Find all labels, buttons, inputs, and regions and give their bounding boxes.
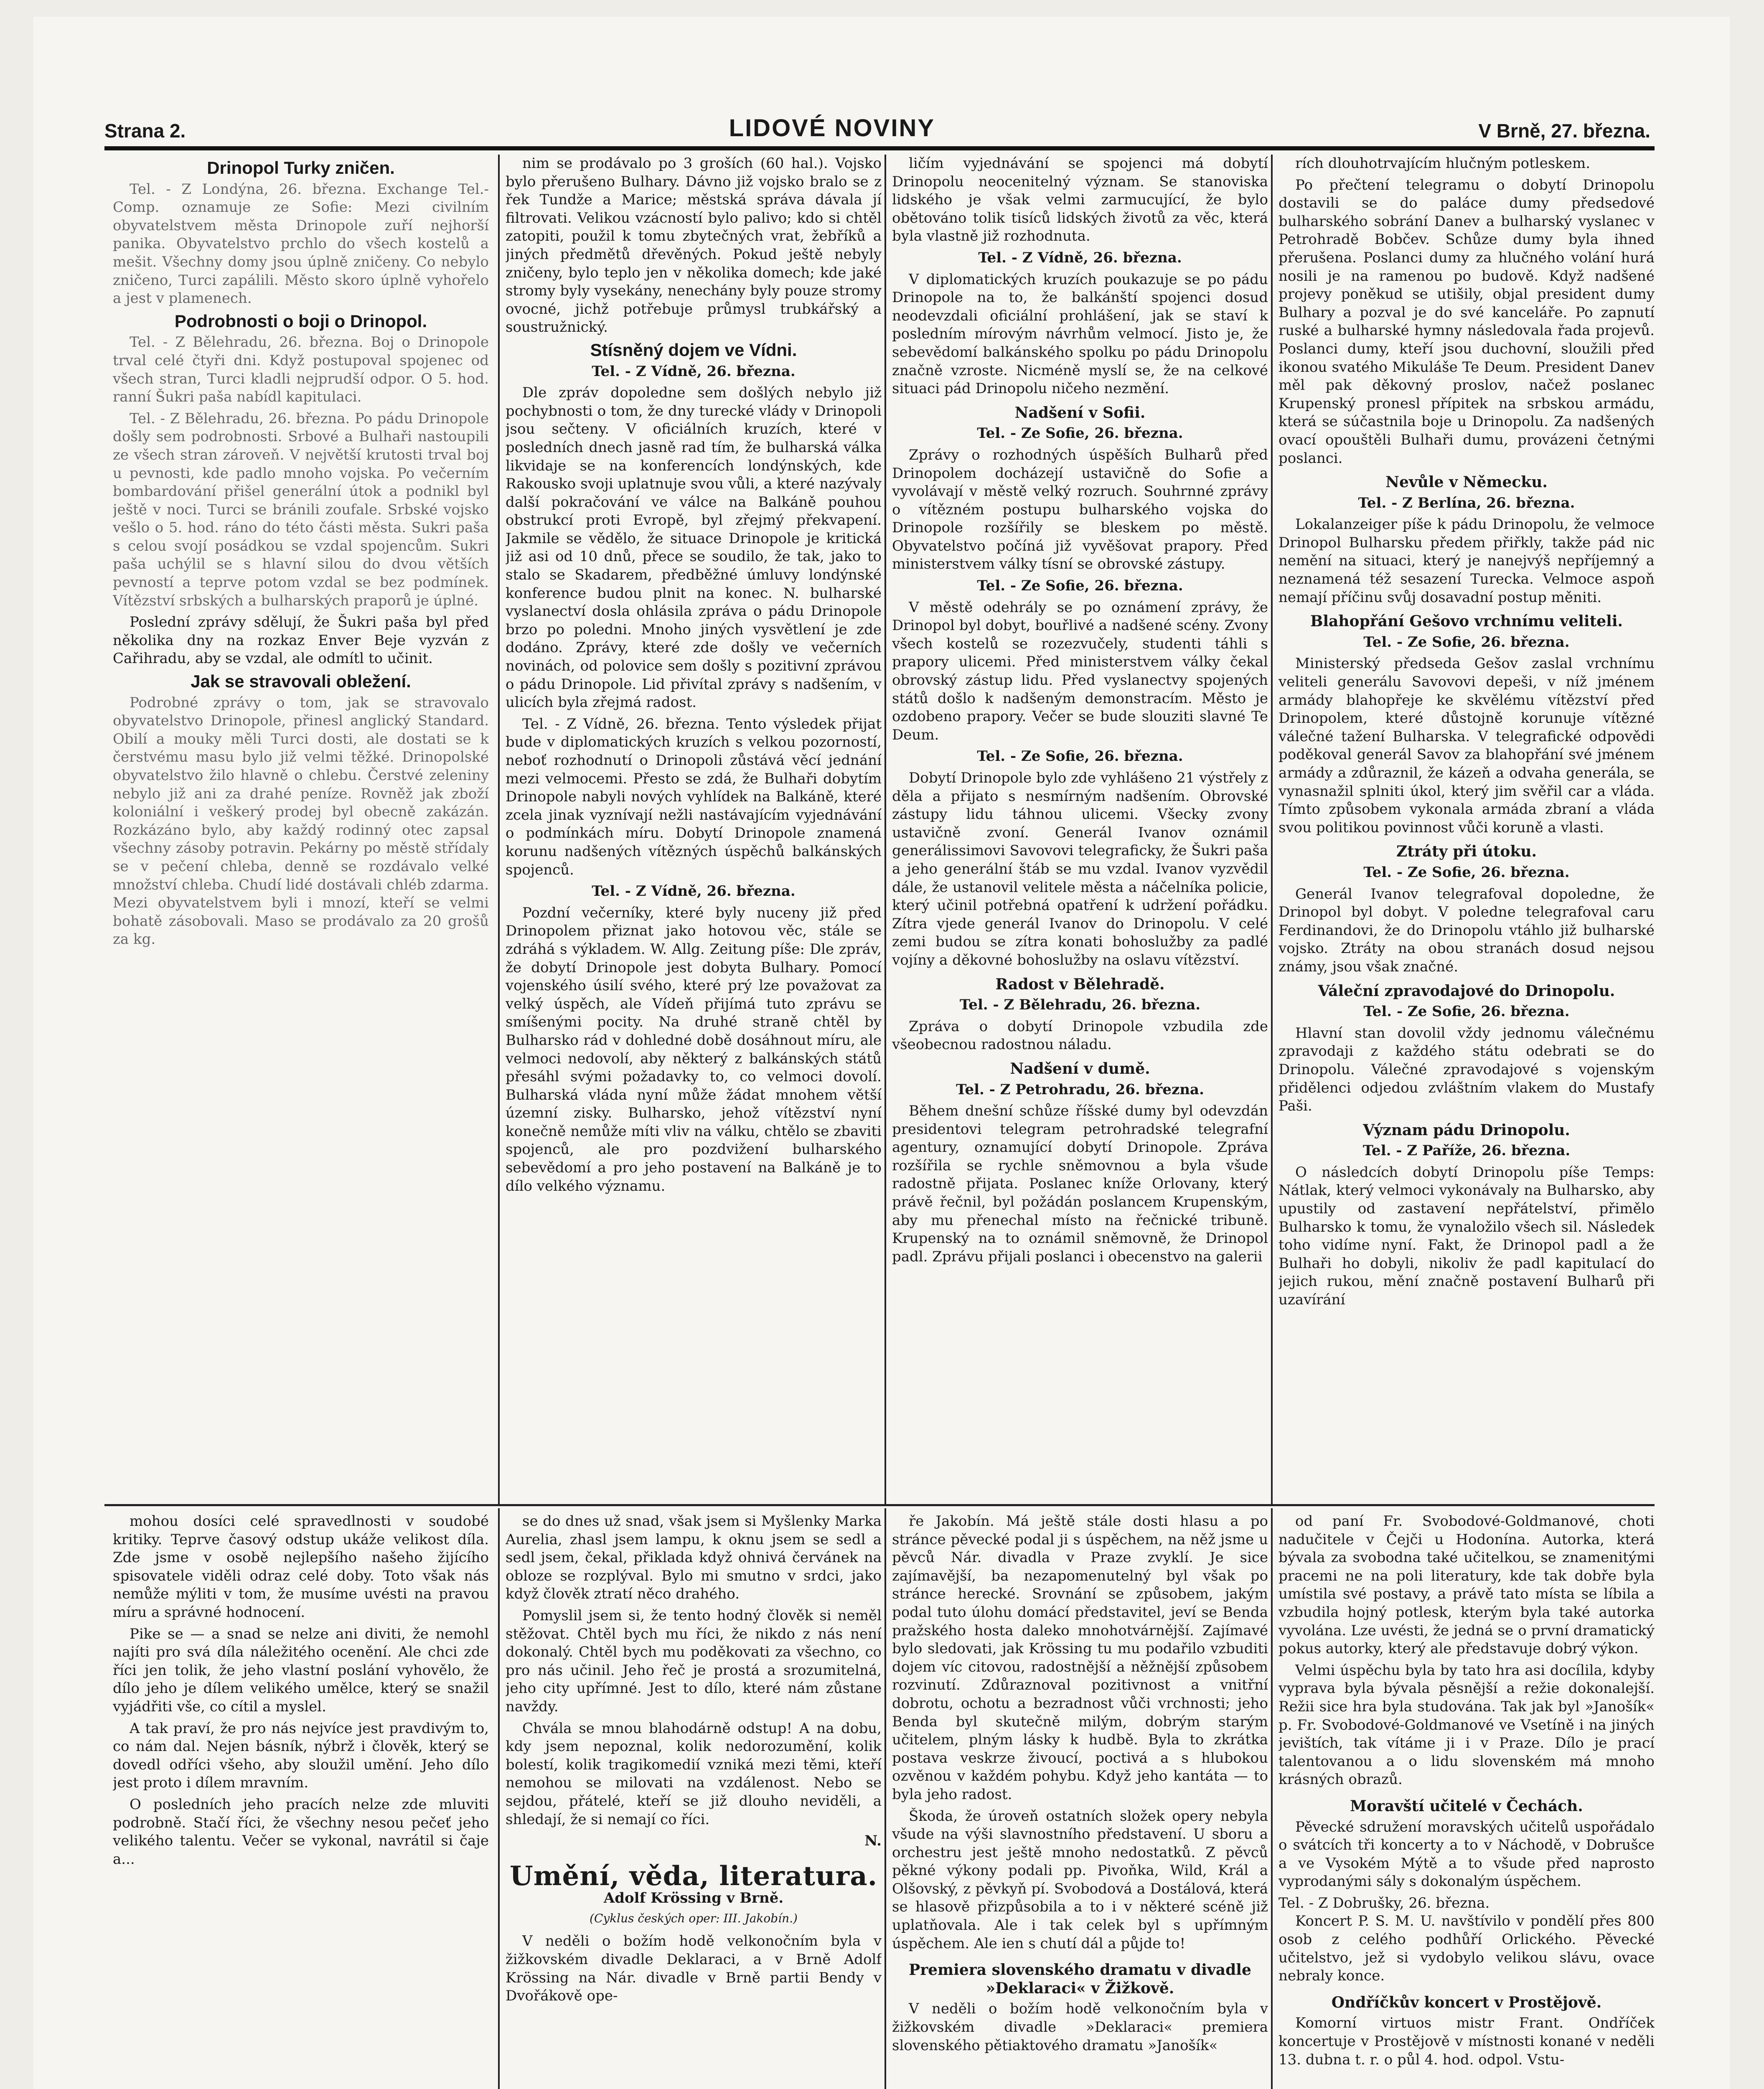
headline: Význam pádu Drinopolu. xyxy=(1363,1121,1570,1139)
article-text: V neděli o božím hodě velkonočním byla v žižkovském divadle Deklaraci, a v Brně Adolf Krössing na Nár. divadle v Brně partii Bendy v Dvořákově ope- xyxy=(506,1933,882,2005)
article-text: Dobytí Drinopole bylo zde vyhlášeno 21 výstřely z děla a přijato s nesmírným nadšením. Obrovské zástupy lidu táhnou ulicemi. Všecky zvony ustavičně zvoní. Generál Ivanov oznámil generálissimovi Savovovi telegraficky, že Šukri paša a jeho generální štáb se mu vzdal. Ivanov vyzvědil dále, že ustanovil velitele města a náčelníka policie, který učinil potřebná opatření k udržení pořádku. Zítra vjede generál Ivanov do Drinopolu. V celé zemi budou se zítra konati bohoslužby za padlé vojíny a děkovné bohoslužby na oslavu vítězství. xyxy=(892,770,1268,968)
page-number: Strana 2. xyxy=(104,120,186,142)
article-text: Dle zpráv dopoledne sem došlých nebylo již pochybnosti o tom, že dny turecké vlády v Drinopoli jsou sečteny. V oficiálních kruzích, které v posledních dnech jasně rad tím, že bulharská válka likvidaje se na konferencích londýnských, kde Rakousko svoji uplatnuje svou vůli, a které nazývaly další pokračování ve válce na Balkáně pouhou obstrukcí proti Evropě, byl zřejmý překvapení. Jakmile se vědělo, že situace Drinopole je kritická již asi od 10 dnů, přece se soudilo, že tak, jako to stalo se Skadarem, předběžné úmluvy londýnské konference budou plnit na konec. N. bulharské vyslanectví dosla ohlásila zpráva o pádu Drinopole brzo po poledni. Mnoho jiných vysvětlení je zde dodáno. Zprávy, které zde došly ve večerních novinách, od polovice sem došly s pozitivní zprávou o pádu Drinopole. Lid přivítal zprávy s nadšením, v ulicích byla zřejmá radost. xyxy=(506,384,882,711)
article-text: Zpráva o dobytí Drinopole vzbudila zde všeobecnou radostnou náladu. xyxy=(892,1018,1268,1053)
article-text: O následcích dobytí Drinopolu píše Temps: Nátlak, který velmoci vykonávaly na Bulharsko, aby upustily od zastavení nepřátelství, přimělo Bulharsko k tomu, že vynaložilo všech sil. Následek toho vidíme nyní. Fakt, že Drinopol padl a že Bulhaři ho dobyli, nikoliv že padl kapitulací do jejich rukou, mění značně postavení Bulharů při uzavírání xyxy=(1279,1164,1655,1309)
headline: Nadšení v dumě. xyxy=(1010,1060,1150,1078)
masthead-rule xyxy=(104,146,1655,150)
article-text: ře Jakobín. Má ještě stále dosti hlasu a po stránce pěvecké podal ji s úspěchem, na něž jsme u pěvců Nár. divadla v Praze zvyklí. Je sice zajímavější, ba nezapomenutelný byl však po stránce herecké. Srovnání se způsobem, jakým podal tuto úlohu domácí představitel, jeví se Benda pražského hosta daleko mnohotvárnější. Zajímavé bylo sledovati, jak Krössing tu mu podařilo vzbuditi dojem víc citovou, radostnější a něžnější způsobem rozvinutí. Zdůraznoval pozitivnost a vnitřní dobrotu, ochotu a bezradnost vůči vrchnosti; jeho Benda byl skutečně milým, dobrým starým učitelem, plným lásky k hudbě. Byla to zkrátka postava veskrze živoucí, poctivá a s hlubokou ozvěnou v každém pohybu. Když jeho kantáta — to byla jeho radost. xyxy=(892,1513,1268,1803)
headline: Váleční zpravodajové do Drinopolu. xyxy=(1318,982,1615,1000)
dateline-telegram: Tel. - Ze Sofie, 26. března. xyxy=(1363,1003,1570,1020)
feuilleton-column-3 xyxy=(892,1512,1268,2089)
article-text: se do dnes už snad, však jsem si Myšlenky Marka Aurelia, zhasl jsem lampu, k oknu jsem se sedl a sedl jsem, čekal, přiklada když ohnivá červánek na obloze se rozplýval. Bylo mi smutno v srdci, jako když člověk ztratí něco drahého. xyxy=(506,1513,882,1603)
dateline-telegram: Tel. - Ze Sofie, 26. března. xyxy=(977,425,1183,442)
article-text: Chvála se mnou blahodárně odstup! A na dobu, kdy jsem nepoznal, kolik nedorozumění, kolik bolestí, kolik tragikomedií vzniká mezi těmi, kteří nemohou se milovati na vzdálenost. Nebo se sejdou, přátelé, kteří se již dlouho neviděli, a shledají, že si nemají co říci. xyxy=(506,1720,882,1828)
headline: Nadšení v Sofii. xyxy=(1014,404,1146,422)
headline: Moravští učitelé v Čechách. xyxy=(1350,1797,1583,1815)
article-text: A tak praví, že pro nás nejvíce jest pravdivým to, co nám dal. Nejen básník, nýbrž i člověk, který se dovedl odříci všeho, aby sloužil umění. Jeho dílo jest proto i dílem mravním. xyxy=(113,1720,489,1792)
dateline-telegram: Tel. - Z Dobrušky, 26. března. xyxy=(1279,1894,1490,1911)
column-3 xyxy=(892,155,1268,1500)
headline: Drinopol Turky zničen. xyxy=(207,158,395,178)
column-divider xyxy=(1271,155,1273,1504)
article-text: Koncert P. S. M. U. navštívilo v pondělí přes 800 osob z celého podhůří Orlického. Pěvecké učitelstvo, jež si vydobylo velikou slávu, ovace nebraly konce. xyxy=(1279,1913,1655,1985)
article-text: od paní Fr. Svobodové-Goldmanové, choti nadučitele v Čejči u Hodonína. Autorka, která bývala za svobodna také učitelkou, se znamenitými pracemi ne na poli literatury, kde tak dobře byla umístila své postavy, a právě tato místa se líbila a vzbudila hojný potlesk, kterým byla také autorka vyvolána. Lze uvésti, že jedná se o první dramatický pokus autorky, který ale představuje dobrý výkon. xyxy=(1279,1513,1655,1657)
article-text: Tel. - Z Londýna, 26. března. Exchange Tel.-Comp. oznamuje ze Sofie: Mezi civilním obyvatelstvem města Drinopole zuří nejhorší panika. Obyvatelstvo prchlo do všech kostelů a mešit. Všechny domy jsou úplně zničeny. Co nebylo zničeno, Turci zapálili. Město skoro úplně vyhořelo a jest v plamenech. xyxy=(113,180,489,307)
article-text: Škoda, že úroveň ostatních složek opery nebyla všude na výši slavnostního představení. U sboru a orchestru jest ještě mnoho nedostatků. Z pěvců pěkné výkony podali pp. Pivoňka, Wild, Král a Olšovský, z pěvkyň pí. Svobodová a Dostálová, která se hlasově přizpůsobila a to i v některé scéně již uplatňovala. Ale i tak celek byl s upřímným úspěchem. Ale ien s chutí dál a půjde to! xyxy=(892,1807,1268,1952)
dateline: V Brně, 27. března. xyxy=(1478,120,1650,142)
headline: Nevůle v Německu. xyxy=(1385,473,1548,491)
dateline-telegram: Tel. - Ze Sofie, 26. března. xyxy=(977,577,1183,595)
article-text: Generál Ivanov telegrafoval dopoledne, že Drinopol byl dobyt. V poledne telegrafoval caru Ferdinandovi, že do Drinopolu vtáhlo již bulharské vojsko. Ztráty na obou stranách dosud nejsou známy, jsou však značné. xyxy=(1279,885,1655,975)
dateline-telegram: Tel. - Z Berlína, 26. března. xyxy=(1358,494,1575,511)
article-text: O posledních jeho pracích nelze zde mluviti podrobně. Stačí říci, že všechny nesou pečeť jeho velikého talentu. Večer se vykonal, navrátil si čaje a... xyxy=(113,1796,489,1868)
dateline-telegram: Tel. - Z Vídně, 26. března. xyxy=(592,883,796,900)
article-text: V diplomatických kruzích poukazuje se po pádu Drinopole na to, že balkánští spojenci dosud neodevzdali oficiální prohlášení, jak se staví k posledním mírovým návrhům velmocí. Jisto je, že sebevědomí balkánského spolku po pádu Drinopolu značně vzroste. Nicméně myslí se, že na celkové situaci pád Drinopolu ničeho nezmění. xyxy=(892,271,1268,397)
article-text: ličím vyjednávání se spojenci má dobytí Drinopolu neocenitelný význam. Se stanoviska lidského je však velmi zarmucující, že bylo obětováno tolik tisíců lidských životů za věc, která byla vlastně již rozhodnuta. xyxy=(892,155,1268,245)
feuilleton-column-2 xyxy=(506,1512,882,2089)
dateline-telegram: Tel. - Z Bělehradu, 26. března. xyxy=(959,996,1201,1014)
article-text: Tel. - Z Bělehradu, 26. března. Po pádu Drinopole došly sem podrobnosti. Srbové a Bulhaři nastoupili ze všech stran zároveň. V největší krutosti trval boj u pevnosti, kde padlo mnoho vojska. Po večerním bombardování přišel generální útok a podnikl byl ještě v noci. Turci se bránili zoufale. Srbské vojsko vešlo o 5. hod. ráno do této části města. Sukri paša s celou svojí posádkou se vzdal spojencům. Sukri paša uchýlil se s hlavní silou do dvou větších pevností a teprve potom vzdal se bez podmínek. Vítězství srbských a bulharských praporů je úplné. xyxy=(113,410,489,609)
article-subtitle: (Cyklus českých oper: III. Jakobín.) xyxy=(590,1911,798,1925)
masthead xyxy=(104,104,1650,142)
section-heading: Umění, věda, literatura. xyxy=(510,1860,877,1892)
column-1 xyxy=(113,155,489,1500)
article-text: Pěvecké sdružení moravských učitelů uspořádalo o svátcích tři koncerty a to v Náchodě, v Dobrušce a ve Vysokém Mýtě a to všude před naprosto vyprodanými sály s dokonalým úspěchem. xyxy=(1279,1818,1655,1890)
article-text: Pozdní večerníky, které byly nuceny již před Drinopolem přiznat jako hotovou věc, stále se zdráhá s výkladem. W. Allg. Zeitung píše: Dle zpráv, že dobytí Drinopole jest dobyta Bulhary. Pomocí vojenského úsilí svého, které prý lze považovat za velký úspěch, ale Vídeň přijímá tuto zprávu se smíšenými pocity. Na druhé straně chtěl by Bulharsko rád v dohledné době dosáhnout míru, ale velmoci nedovolí, aby některý z balkánských států přesáhl svými požadavky to, co velmoci dovolí. Bulharská vláda nyní může žádat mnohem větší územní zisky. Bulharsko, jehož vítězství nyní konečně nemůže míti vliv na válku, chtělo se zbaviti spojenců, ale pro pozdvižení bulharského sebevědomí a pro jeho postavení na Balkáně je to dílo velkého významu. xyxy=(506,904,882,1194)
article-text: mohou dosíci celé spravedlnosti v soudobé kritiky. Teprve časový odstup ukáže velikost díla. Zde jsme v osobě nejlepšího našeho žijícího spisovatele viděli odraz celé doby. Toto však nás nemůže mýliti v tom, že musíme uvésti na pravou míru a správné hodnocení. xyxy=(113,1513,489,1621)
headline: Blahopřání Gešovo vrchnímu veliteli. xyxy=(1310,612,1623,630)
article-text: Tel. - Z Vídně, 26. března. Tento výsledek přijat bude v diplomatických kruzích s velkou pozorností, neboť rozhodnutí o Drinopoli zůstává věcí jednání mezi velmocemi. Přesto se zdá, že Bulhaři dobytím Drinopole nabyli nových vyhlídek na Balkáně, které zcela jinak vyznívají nežli nastávajícím vyjednávání o podmínkách míru. Dobytí Drinopole znamená korunu nadšených vítězných úspěchů balkánských spojenců. xyxy=(506,715,882,878)
column-divider xyxy=(1271,1508,1273,2089)
article-text: Ministerský předseda Gešov zaslal vrchnímu veliteli generálu Savovovi depeši, v níž jménem armády blahopřeje ke skvělému vítězství před Drinopolem, které důstojně korunuje vítězné válečné tažení Bulharska. V telegrafické odpovědi poděkoval generál Savov za blahopřání své jménem armády a zdůraznil, že kázeň a odvaha generála, se vynasnažil splniti úkol, který jim svěřil car a vláda. Tímto způsobem vykonala armáda zbraní a vláda svou politikou povinnost vůči koruně a vlasti. xyxy=(1279,655,1655,836)
article-text: rích dlouhotrvajícím hlučným potleskem. xyxy=(1295,155,1590,172)
dateline-telegram: Tel. - Z Paříže, 26. března. xyxy=(1362,1142,1571,1159)
column-4 xyxy=(1279,155,1655,1500)
dateline-telegram: Tel. - Z Vídně, 26. března. xyxy=(592,363,796,380)
headline: Stísněný dojem ve Vídni. xyxy=(590,340,797,360)
article-text: Po přečtení telegramu o dobytí Drinopolu dostavili se do paláce dumy předsedové bulharského sobrání Danev a bulharský vyslanec v Petrohradě Bobčev. Schůze dumy byla ihned přerušena. Poslanci dumy za hlučného volání hurá nosili je na ramenou po budově. Když nadšené projevy poněkud se utišily, objal president dumy Bulhary a pozval je do své kanceláře. Po zapnutí ruské a bulharské hymny následovala řada projevů. Poslanci dumy, kteří jsou duchovní, sloužili před ikonou svatého Mikuláše Te Deum. President Danev měl pak děkovný proslov, načež poslanec Krupenský pronesl přípitek na srbskou armádu, která se súčastnila boje u Drinopolu. Za nadšených ovací opouštěli Bulhaři dumu, provázeni četnými poslanci. xyxy=(1279,176,1655,467)
headline: Radost v Bělehradě. xyxy=(995,975,1165,993)
article-text: Během dnešní schůze říšské dumy byl odevzdán presidentovi telegram petrohradské telegrafní agentury, oznamující dobytí Drinopole. Zpráva rozšířila se rychle sněmovnou a byla všude radostně přijata. Poslanec kníže Orlovany, který právě řečnil, byl požádán poslancem Krupenským, aby mu přenechal místo na řečnické tribuně. Krupenský na to oznámil sněmovně, že Drinopol padl. Zprávu přijali poslanci i obecenstvo na galerii xyxy=(892,1103,1268,1265)
article-text: Podrobné zprávy o tom, jak se stravovalo obyvatelstvo Drinopole, přinesl anglický Standard. Obilí a mouky měli Turci dosti, ale dostati se k čerstvému masu bylo již velmi těžké. Drinopolské obyvatelstvo žilo hlavně o chlebu. Čerstvé zeleniny nebylo již ani za drahé peníze. Rovněž jak zboží koloniální i veškerý prodej byl obecně zakázán. Rozkázáno bylo, aby každý rodinný otec zapsal všechny zásoby potravin. Pekárny po městě střídaly se v pečení chleba, denně se rozdávalo velké množství chleba. Chudí lidé dostávali chléb zdarma. Mezi obyvatelstvem byli i mnozí, kteří se velmi bohatě zásobovali. Maso se prodávalo za 20 grošů za kg. xyxy=(113,694,489,948)
article-text: Velmi úspěchu byla by tato hra asi docílila, kdyby vyprava byla bývala pěsnější a režie dokonalejší. Režii sice hra byla studována. Tak jak byl »Janošík« p. Fr. Svobodové-Goldmanové ve Vsetíně i na jiných jevištích, tak vítáme ji i v Praze. Dílo je prací talentovanou a o lidu slovenském má mnoho krásných obrazů. xyxy=(1279,1662,1655,1788)
article-text: Poslední zprávy sdělují, že Šukri paša byl před několika dny na rozkaz Enver Beje vyzván z Cařihradu, aby se vzdal, ale odmítl to učinit. xyxy=(113,614,489,667)
article-text: nim se prodávalo po 3 groších (60 hal.). Vojsko bylo přerušeno Bulhary. Dávno již vojsko bralo se z řek Tundže a Marice; městská správa dávala jí filtrovati. Velikou vzácností bylo palivo; kdo si chtěl zatopiti, použil k tomu zbytečných vrat, žebříků a jiných předmětů dřevěných. Pokud ještě nebyly zničeny, bylo teplo jen v několika domech; kde jaké stromy byly vysekány, nenechány byly pouze stromy ovocné, jichž potřebuje průmysl trubkářský a soustružnický. xyxy=(506,155,882,336)
feuilleton-column-4 xyxy=(1279,1512,1655,2089)
column-divider xyxy=(885,155,886,1504)
headline: Ondříčkův koncert v Prostějově. xyxy=(1331,1993,1602,2011)
feuilleton-rule xyxy=(104,1504,1655,1506)
headline: Jak se stravovali obležení. xyxy=(191,671,411,691)
article-text: Pomyslil jsem si, že tento hodný člověk si neměl stěžovat. Chtěl bych mu říci, že nikdo z nás není dokonalý. Chtěl bych mu poděkovati za všechno, co pro nás učinil. Jeho řeč je prostá a srozumitelná, jeho city upřímné. Jest to dílo, které nám zůstane navždy. xyxy=(506,1607,882,1715)
column-divider xyxy=(885,1508,886,2089)
feuilleton-column-1 xyxy=(113,1512,489,2089)
newspaper-title: LIDOVÉ NOVINY xyxy=(729,114,935,142)
dateline-telegram: Tel. - Ze Sofie, 26. března. xyxy=(1363,633,1570,651)
column-divider xyxy=(498,1508,500,2089)
column-2 xyxy=(506,155,882,1500)
headline: Premiera slovenského dramatu v divadle »Deklaraci« v Žižkově. xyxy=(909,1961,1251,1997)
column-divider xyxy=(498,155,500,1504)
dateline-telegram: Tel. - Ze Sofie, 26. března. xyxy=(1363,864,1570,881)
dateline-telegram: Tel. - Ze Sofie, 26. března. xyxy=(977,748,1183,765)
article-text: Lokalanzeiger píše k pádu Drinopolu, že velmoce Drinopol Bulharsku předem přiřkly, takže pád nic nemění na situaci, který je nanejvýš nepříjemný a neznamená též sesazení Turecka. Velmoce aspoň nemají příčinu svůj dosavadní postup měniti. xyxy=(1279,516,1655,606)
article-text: Komorní virtuos mistr Frant. Ondříček koncertuje v Prostějově v místnosti konané v neděli 13. dubna t. r. o půl 4. hod. odpol. Vstu- xyxy=(1279,2015,1655,2068)
article-text: Tel. - Z Bělehradu, 26. března. Boj o Drinopole trval celé čtyři dni. Když postupoval spojenec od všech stran, Turci kladli nejprudší odpor. O 5. hod. ranní Šukri paša nabídl kapitulaci. xyxy=(113,334,489,406)
article-title: Adolf Krössing v Brně. xyxy=(603,1890,784,1907)
dateline-telegram: Tel. - Z Petrohradu, 26. března. xyxy=(956,1081,1204,1098)
headline: Ztráty při útoku. xyxy=(1396,843,1537,861)
article-text: Pike se — a snad se nelze ani diviti, že nemohl najíti pro svá díla náležitého ocenění. Ale chci zde říci jen tolik, že jeho vlastní poslání vyhovělo, že dílo jeho je dílem velikého umělce, který se snažil vyjádřiti vše, co cítil a myslel. xyxy=(113,1625,489,1715)
article-text: Hlavní stan dovolil vždy jednomu válečnému zpravodaji z každého státu odebrati se do Drinopolu. Válečné zpravodajové s vojenským přidělenci odjedou zvláštním vlakem do Mustafy Paši. xyxy=(1279,1024,1655,1115)
dateline-telegram: Tel. - Z Vídně, 26. března. xyxy=(978,249,1182,266)
article-text: V neděli o božím hodě velkonočním byla v žižkovském divadle »Deklaraci« premiera slovenského pětiaktového dramatu »Janošík« xyxy=(892,2000,1268,2054)
article-text: Zprávy o rozhodných úspěších Bulharů před Drinopolem docházejí ustavičně do Sofie a vyvolávají v městě velký rozruch. Souhrnné zprávy o vítězném postupu bulharského vojska do Drinopole rozšířily se bleskem po městě. Obyvatelstvo počíná již vyvěšovat prapory. Před ministerstvem války tísní se obrovské zástupy. xyxy=(892,446,1268,573)
author-signature: N. xyxy=(864,1832,882,1850)
article-text: V městě odehrály se po oznámení zprávy, že Drinopol byl dobyt, bouřlivé a nadšené scény. Zvony všech kostelů se rozezvučely, studenti táhli s prapory ulicemi. Před ministerstvem války čekal obrovský zástup lidu. Před vyslanectvy spojených států došlo k nadšeným demonstracím. Město je ozdobeno prapory. Večer se bude slouziti slavné Te Deum. xyxy=(892,599,1268,743)
headline: Podrobnosti o boji o Drinopol. xyxy=(174,311,427,331)
